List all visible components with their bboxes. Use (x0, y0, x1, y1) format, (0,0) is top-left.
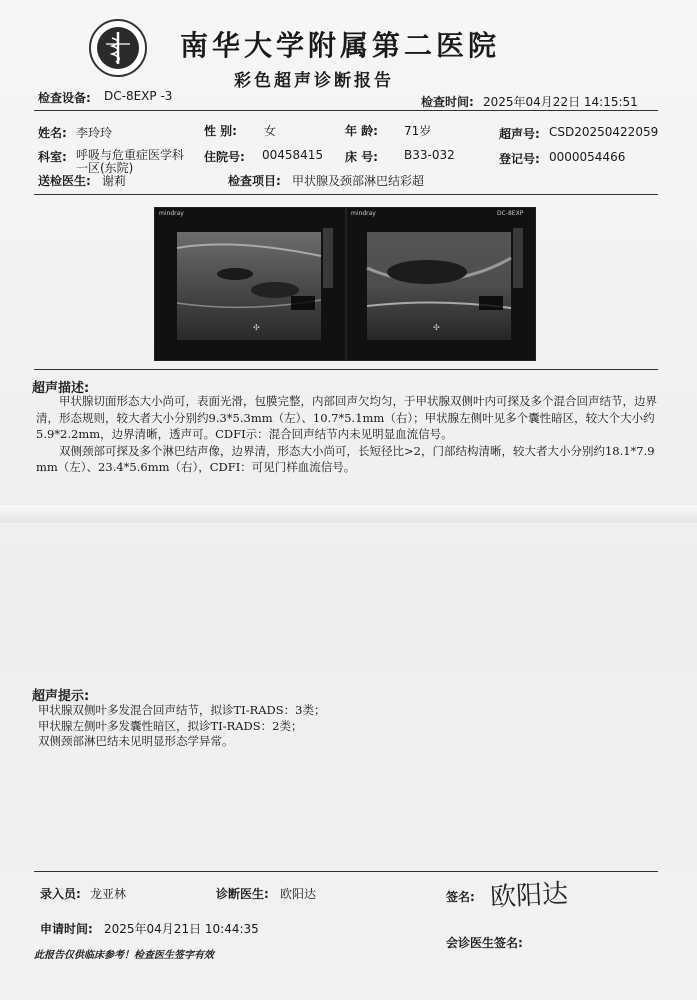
bed-label: 床 号: (345, 150, 378, 164)
brand-label-left: mindray (159, 210, 184, 217)
handwritten-signature: 欧阳达 (489, 878, 569, 914)
description-paragraph: 甲状腺切面形态大小尚可，表面光滑，包膜完整，内部回声欠均匀，于甲状腺双侧叶内可探及多个混合回声结节，边界清，形态规则，较大者大小分别约9.3*5.3mm（左）、10.7*5.1mm（右）；甲状腺左侧叶见多个囊性暗区，较大个大小约5.9*2.2mm，边界清晰，透声可。CDFI示：混合回声结节内未见明显血流信号。 (36, 394, 657, 441)
hospital-logo (88, 18, 148, 78)
request-time-label: 申请时间: (40, 922, 93, 936)
diag-doctor-label: 诊断医生: (216, 887, 269, 901)
dept-value: 呼吸与危重症医学科 (76, 148, 185, 162)
name-label: 姓名: (38, 126, 67, 140)
impression-line: 甲状腺双侧叶多发混合回声结节，拟诊TI-RADS：3类； (38, 703, 326, 717)
device-label: 检查设备: (38, 91, 91, 105)
dept-label: 科室: (38, 150, 67, 164)
svg-text:✣: ✣ (433, 323, 440, 332)
sex-value: 女 (264, 124, 277, 138)
report-title: 彩色超声诊断报告 (234, 71, 394, 91)
device-label-right: DC-8EXP (497, 210, 524, 217)
consult-signature-label: 会诊医生签名: (446, 936, 523, 950)
info-divider (34, 194, 658, 195)
age-value: 71岁 (404, 124, 432, 138)
description-body (36, 393, 660, 476)
hospital-name: 南华大学附属第二医院 (180, 29, 501, 62)
us-no-label: 超声号: (499, 127, 540, 141)
recorder-label: 录入员: (40, 887, 81, 901)
description-title: 超声描述: (32, 381, 90, 396)
age-label: 年 龄: (345, 124, 378, 138)
ultrasound-image-left (154, 207, 346, 361)
exam-item-value: 甲状腺及颈部淋巴结彩超 (292, 174, 425, 188)
impression-line: 双侧颈部淋巴结未见明显形态学异常。 (38, 734, 234, 748)
image-divider (34, 369, 658, 370)
sex-label: 性 别: (204, 124, 237, 138)
dept-value-2: 一区(东院) (76, 161, 134, 175)
footer-divider (34, 871, 658, 872)
impression-line: 甲状腺左侧叶多发囊性暗区，拟诊TI-RADS：2类； (38, 719, 303, 733)
reg-label: 登记号: (499, 152, 540, 166)
paper-fold (0, 505, 697, 523)
reg-value: 0000054466 (549, 150, 626, 164)
impression-title: 超声提示: (32, 689, 90, 704)
request-time-value: 2025年04月21日 10:44:35 (104, 922, 259, 936)
disclaimer: 此报告仅供临床参考！检查医生签字有效 (34, 950, 214, 961)
doctor-value: 谢莉 (102, 174, 127, 188)
signature-label: 签名: (446, 890, 475, 904)
description-paragraph: 双侧颈部可探及多个淋巴结声像，边界清，形态大小尚可，长短径比>2，门部结构清晰，较大者大小分别约18.1*7.9mm（左）、23.4*5.6mm（右），CDFI：可见门样血流信号。 (36, 443, 655, 474)
name-value: 李玲玲 (76, 126, 113, 140)
device-value: DC-8EXP -3 (104, 89, 173, 103)
exam-time-value: 2025年04月22日 14:15:51 (483, 95, 638, 109)
doctor-label: 送检医生: (38, 174, 91, 188)
ultrasound-image-right (346, 207, 536, 361)
recorder-value: 龙亚林 (90, 887, 127, 901)
admission-value: 00458415 (262, 148, 324, 162)
bed-value: B33-032 (404, 148, 455, 162)
exam-item-label: 检查项目: (228, 174, 281, 188)
brand-label-right: mindray (351, 210, 376, 217)
header-divider (34, 110, 658, 111)
diag-doctor-value: 欧阳达 (280, 887, 317, 901)
exam-time-label: 检查时间: (421, 95, 474, 109)
svg-text:✣: ✣ (253, 323, 260, 332)
us-no-value: CSD20250422059 (549, 125, 659, 139)
admission-label: 住院号: (204, 150, 245, 164)
